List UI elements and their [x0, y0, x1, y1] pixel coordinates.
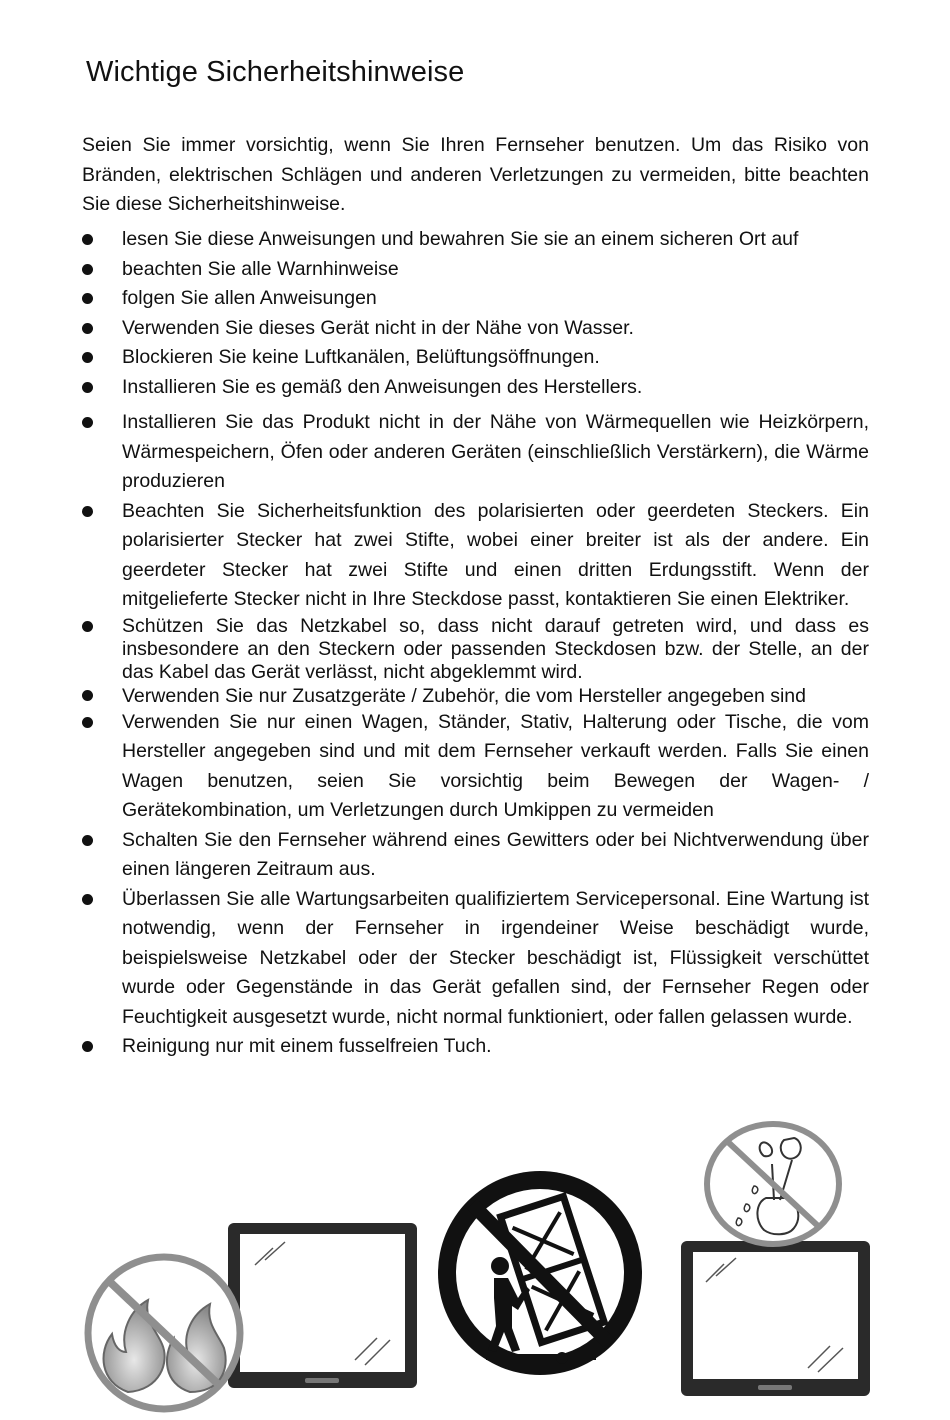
list-item: Beachten Sie Sicherheitsfunktion des polarisierten oder geerdeten Steckers. Ein polarisierter Stecker hat zwei Stifte, wobei einer breiter ist als der andere. Ein geerdeter Stecker hat zwei Stifte und einen dritten Erdungsstift. Wenn der mitgelieferte Stecker nicht in Ihre Steckdose passt, kontaktieren Sie einen Elektriker. [82, 497, 869, 615]
bullet-icon [82, 264, 93, 275]
bullet-icon [82, 506, 93, 517]
cart-tip-over-warning-icon [434, 1168, 646, 1378]
bullet-icon [82, 894, 93, 905]
list-item: folgen Sie allen Anweisungen [82, 284, 869, 314]
list-item: Verwenden Sie nur einen Wagen, Ständer, Stativ, Halterung oder Tische, die vom Hersteller angegeben sind und mit dem Fernseher verkauft werden. Falls Sie einen Wagen benutzen, seien Sie vorsichtig beim Bewegen der Wagen- / Gerätekombination, um Verletzungen durch Umkippen zu vermeiden [82, 708, 869, 826]
list-item: Installieren Sie es gemäß den Anweisungen des Herstellers. [82, 373, 869, 403]
bullet-icon [82, 352, 93, 363]
list-item: Blockieren Sie keine Luftkanälen, Belüftungsöffnungen. [82, 343, 869, 373]
bullet-icon [82, 417, 93, 428]
bullet-icon [82, 293, 93, 304]
bullet-icon [82, 1041, 93, 1052]
no-liquid-vase-icon [702, 1120, 844, 1248]
list-item: lesen Sie diese Anweisungen und bewahren Sie sie an einem sicheren Ort auf [82, 225, 869, 255]
safety-instructions-list [82, 225, 869, 1062]
list-item: Verwenden Sie nur Zusatzgeräte / Zubehör, die vom Hersteller angegeben sind [82, 684, 869, 708]
tv-icon [678, 1238, 873, 1403]
intro-paragraph: Seien Sie immer vorsichtig, wenn Sie Ihren Fernseher benutzen. Um das Risiko von Bränden, elektrischen Schlägen und anderen Verletzungen zu vermeiden, bitte beachten Sie diese Sicherheitshinweise. [82, 134, 869, 215]
bullet-icon [82, 234, 93, 245]
warning-illustrations [0, 1120, 950, 1420]
page-title: Wichtige Sicherheitshinweise [86, 56, 465, 88]
list-item: Schützen Sie das Netzkabel so, dass nicht darauf getreten wird, und dass es insbesondere an den Steckern oder passenden Steckdosen bzw. der Stelle, an der das Kabel das Gerät verlässt, nicht abgeklemmt wird. [82, 615, 869, 684]
list-item: Reinigung nur mit einem fusselfreien Tuch. [82, 1032, 869, 1062]
list-item: Überlassen Sie alle Wartungsarbeiten qualifiziertem Servicepersonal. Eine Wartung ist notwendig, wenn der Fernseher in irgendeiner Weise beschädigt wurde, beispielsweise Netzkabel oder der Stecker beschädigt ist, Flüssigkeit verschüttet wurde oder Gegenstände in das Gerät gefallen sind, der Fernseher Regen oder Feuchtigkeit ausgesetzt wurde, nicht normal funktioniert, oder fallen gelassen wurde. [82, 885, 869, 1033]
no-open-flame-icon [80, 1252, 248, 1414]
bullet-icon [82, 323, 93, 334]
bullet-icon [82, 621, 93, 632]
bullet-icon [82, 835, 93, 846]
list-item: Verwenden Sie dieses Gerät nicht in der Nähe von Wasser. [82, 314, 869, 344]
bullet-icon [82, 690, 93, 701]
list-item: Installieren Sie das Produkt nicht in der Nähe von Wärmequellen wie Heizkörpern, Wärmespeichern, Öfen oder anderen Geräten (einschließlich Verstärkern), die Wärme produzieren [82, 408, 869, 497]
bullet-icon [82, 717, 93, 728]
list-item: Schalten Sie den Fernseher während eines Gewitters oder bei Nichtverwendung über einen längeren Zeitraum aus. [82, 826, 869, 885]
list-item: beachten Sie alle Warnhinweise [82, 255, 869, 285]
bullet-icon [82, 382, 93, 393]
tv-icon [225, 1220, 420, 1400]
